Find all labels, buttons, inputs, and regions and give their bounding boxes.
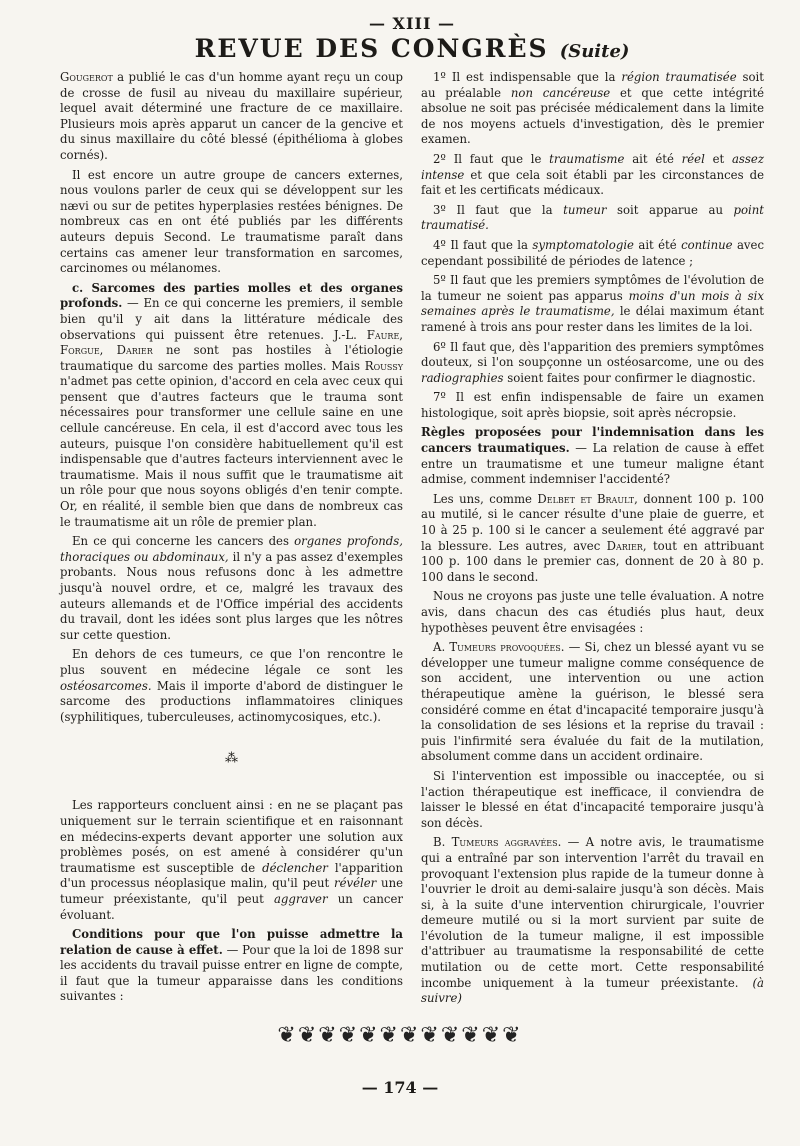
- section-heading: Règles proposées pour l'indemnisation dans les cancers traumatiques.: [421, 425, 764, 456]
- condition-2: 2º Il faut que le traumatisme ait été réel et assez intense et que cela soit établi par les circonstances de fait et les certificats médicaux.: [421, 151, 765, 198]
- left-column: [60, 70, 403, 1009]
- paragraph-regles: Règles proposées pour l'indemnisation dans les cancers traumatiques. — La relation de cause à effet entre un traumatisme et une tumeur maligne étant admise, comment indemniser l'accidenté?: [421, 425, 764, 487]
- page-number: — 174 —: [361, 1078, 439, 1097]
- paragraph-osteosarcomes: En dehors de ces tumeurs, ce que l'on rencontre le plus souvent en médecine légale ce sont les ostéosarcomes. Mais il importe d'abord de distinguer le sarcome des productions inflammatoires cliniques (syphilitiques, tuberculeuses, actinomycosiques, etc.).: [60, 647, 403, 724]
- author-names: Delbet et Brault,: [537, 491, 638, 506]
- asterism-divider: ⁂: [225, 751, 238, 767]
- condition-6: 6º Il faut que, dès l'apparition des premiers symptômes douteux, si l'on soupçonne un ostéosarcome, une ou des radiographies soient faites pour confirmer le diagnostic.: [421, 339, 764, 385]
- author-name: Darier,: [606, 538, 647, 553]
- author-name: Roussy: [364, 358, 403, 373]
- paragraph-tumeurs-provoquees: A. Tumeurs provoquées. — Si, chez un blessé ayant vu se développer une tumeur maligne comme conséquence de son accident, une intervention ou une action thérapeutique amène la guérison, le blessé sera considéré comme en état d'incapacité temporaire jusqu'à la consolidation de ses lésions et la reprise du travail : puis l'infirmité sera évaluée du fait de la mutilation, absolument comme dans un accident ordinaire.: [421, 640, 764, 764]
- paragraph-sarcomes: c. Sarcomes des parties molles et des organes profonds. — En ce qui concerne les premiers, il semble bien qu'il y ait dans la littérature médicale des observations qui puissent être retenues. J.-L. Faure, Forgue, Darier ne sont pas hostiles à l'étiologie traumatique du sarcome des parties molles. Mais Roussy n'admet pas cette opinion, d'accord en cela avec ceux qui pensent que d'autres facteurs que le trauma sont nécessaires pour transformer une cellule saine en une cellule cancéreuse. En cela, il est d'accord avec tous les auteurs, puisque l'on considère habituellement qu'il est indispensable que d'autres facteurs interviennent avec le traumatisme. Mais il nous suffit que le traumatisme ait un rôle pour que nous soyons obligés d'en tenir compte. Or, en réalité, il semble bien que dans de nombreux cas le traumatisme ait un rôle de premier plan.: [60, 280, 404, 529]
- ornamental-divider: ❦❦❦❦❦❦❦❦❦❦❦❦: [277, 1023, 523, 1048]
- section-roman-numeral: — XIII —: [368, 14, 455, 33]
- paragraph-conclusions: Les rapporteurs concluent ainsi : en ne se plaçant pas uniquement sur le terrain scientifique et en raisonnant en médecins-experts devant apporter une solution aux problèmes posés, on est amené à considérer qu'un traumatisme est susceptible de déclencher l'apparition d'un processus néoplasique malin, qu'il peut révéler une tumeur préexistante, qu'il peut aggraver un cancer évoluant.: [60, 798, 404, 922]
- condition-1: 1º Il est indispensable que la région traumatisée soit au préalable non cancéreuse et que cette intégrité absolue ne soit pas précisée médicalement dans la limite de nos moyens actuels d'investigation, dès le premier examen.: [421, 70, 764, 147]
- right-column: [421, 70, 764, 1011]
- condition-4: 4º Il faut que la symptomatologie ait été continue avec cependant possibilité de périodes de latence ;: [421, 237, 764, 268]
- condition-7: 7º Il est enfin indispensable de faire un examen histologique, soit après biopsie, soit après nécropsie.: [421, 390, 764, 420]
- subsection-label: B. Tumeurs aggravées.: [433, 835, 562, 850]
- two-column-body: [60, 70, 764, 1011]
- paragraph-tumeurs-aggravees: B. Tumeurs aggravées. — A notre avis, le traumatisme qui a entraîné par son intervention l'arrêt du travail en provoquant l'extension plus rapide de la tumeur donne à l'ouvrier le droit au demi-salaire jusqu'à son décès. Mais si, à la suite d'une intervention chirurgicale, l'ouvrier demeure mutilé ou si la mort survient par suite de l'évolution de la tumeur maligne, il est impossible d'attribuer au traumatisme la responsabilité de cette mutilation ou de cette mort. Cette responsabilité incombe uniquement à la tumeur préexistante. (à suivre): [421, 835, 764, 1006]
- continued-note: (à suivre): [421, 975, 764, 1006]
- condition-3: 3º Il faut que la tumeur soit apparue au point traumatisé.: [421, 202, 764, 233]
- header-suite: (Suite): [559, 41, 630, 62]
- paragraph-intervention: Si l'intervention est impossible ou inacceptée, ou si l'action thérapeutique est inefficace, il conviendra de laisser le blessé en état d'incapacité temporaire jusqu'à son décès.: [421, 768, 764, 830]
- header-title: REVUE DES CONGRÈS: [194, 34, 549, 63]
- page-header: [60, 34, 764, 62]
- paragraph-gougerot: Gougerot a publié le cas d'un homme ayant reçu un coup de crosse de fusil au niveau du maxillaire supérieur, lequel avait déterminé une fracture de ce maxillaire. Plusieurs mois après apparut un cancer de la gencive et du sinus maxillaire du côté blessé (épithélioma à globes cornés).: [60, 70, 403, 162]
- section-heading: Conditions pour que l'on puisse admettre la relation de cause à effet.: [60, 927, 403, 957]
- condition-5: 5º Il faut que les premiers symptômes de l'évolution de la tumeur ne soient pas apparus moins d'un mois à six semaines après le traumatisme, le délai maximum étant ramené à trois ans pour rester dans les limites de la loi.: [421, 273, 764, 334]
- author-names: J.-L. Faure, Forgue, Darier: [60, 327, 404, 358]
- paragraph-hypotheses: Nous ne croyons pas juste une telle évaluation. A notre avis, dans chacun des cas étudiés plus haut, deux hypothèses peuvent être envisagées :: [421, 589, 764, 635]
- subsection-label: A. Tumeurs provoquées.: [433, 640, 565, 655]
- section-heading: c. Sarcomes des parties molles et des organes profonds.: [60, 280, 403, 311]
- paragraph-conditions: Conditions pour que l'on puisse admettre la relation de cause à effet. — Pour que la loi de 1898 sur les accidents du travail puisse entrer en ligne de compte, il faut que la tumeur apparaisse dans les conditions suivantes :: [60, 927, 403, 1004]
- paragraph-organes-profonds: En ce qui concerne les cancers des organes profonds, thoraciques ou abdominaux, il n'y a pas assez d'exemples probants. Nous nous refusons donc à les admettre jusqu'à nouvel ordre, et ce, malgré les travaux des auteurs allemands et de l'Office impérial des accidents du travail, dont les idées sont plus larges que les nôtres sur cette question.: [60, 534, 404, 642]
- paragraph-evaluations: Les uns, comme Delbet et Brault, donnent 100 p. 100 au mutilé, si le cancer résulte d'une plaie de guerre, et 10 à 25 p. 100 si le cancer a seulement été aggravé par la blessure. Les autres, avec Darier, tout en attribuant 100 p. 100 dans le premier cas, donnent de 20 à 80 p. 100 dans le second.: [421, 491, 765, 584]
- author-name: Gougerot: [60, 70, 113, 84]
- paragraph-naevi: Il est encore un autre groupe de cancers externes, nous voulons parler de ceux qui se développent sur les nævi ou sur de petites hyperplasies restées bénignes. De nombreux cas en ont été publiés par les différents auteurs depuis Second. Le traumatisme paraît dans certains cas amener leur transformation en sarcomes, carcinomes ou mélanomes.: [60, 167, 403, 276]
